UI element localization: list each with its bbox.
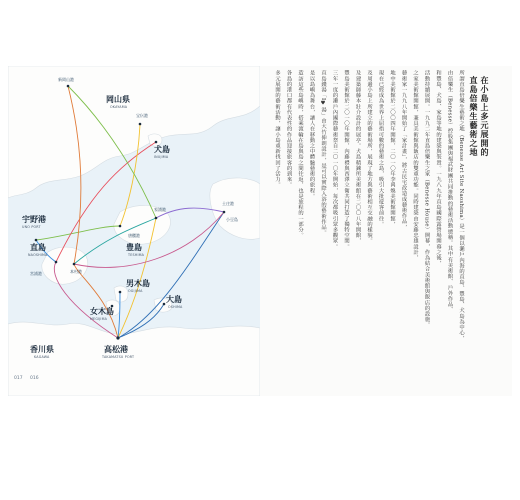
text-column: 三年一度的瀨戶內國際藝術祭自二〇一〇年開始，每次都吸引眾多觀眾。 <box>331 70 338 250</box>
text-column: 多元展開的藝術活動，讓小島重新找回了活力。 <box>274 70 280 188</box>
title-line-1: 在小島上多元展開的 <box>480 76 490 157</box>
text-column: 由倍樂生（Benesse）控股集團與福武財團共同推動的藝術活動總稱。其中有美術館、戶外作品、 <box>446 70 453 313</box>
uno-port-label: 宇野港 <box>22 215 46 224</box>
oshima-label: 大島 <box>166 295 182 304</box>
megijima-label: 女木島 <box>90 307 114 316</box>
takamatsu-romaji: TAKAMATSU PORT <box>102 355 135 359</box>
ogijima-romaji: OGIJIMA <box>128 289 143 293</box>
text-column: 直島錢湯「I♥湯」由大竹伸朗設計，是可以實際入浴的藝術作品。 <box>320 70 326 236</box>
shodoshima-label: 小豆島 <box>226 217 238 222</box>
kagawa-prefecture-label: 香川県 <box>30 345 54 354</box>
ogijima-label: 男木島 <box>126 279 150 288</box>
kagawa-romaji: KAGAWA <box>34 355 50 359</box>
hoden-port-label: 宝伝港 <box>136 113 148 118</box>
naoshima-romaji: NAOSHIMA <box>28 253 48 257</box>
text-column: 現在已經成為世界上屈指可數的藝術之島，吸引大批遊客前往。 <box>377 70 384 227</box>
port-marker <box>55 261 58 264</box>
port-marker <box>119 291 122 294</box>
text-column: 藝術家一九九八年開始了「家計畫」，將古民宅改造成藝術作品， <box>400 70 407 230</box>
title-line-2: 直島倍樂生藝術之地 <box>469 76 479 157</box>
ferry-route-map <box>8 66 260 396</box>
text-column: 和豐島、犬島、家島等地的建築與裝置。一九八九年直島國際露營場開幕之後， <box>435 70 441 266</box>
text-column: 是以島嶼為舞台，讓人在移動之中體驗藝術的旅程。 <box>308 70 315 199</box>
oshima-romaji: OSHIMA <box>168 305 183 309</box>
teshima-label: 豊島 <box>126 243 142 252</box>
port-marker <box>163 303 166 306</box>
tonosho-port-label: 土庄港 <box>222 201 234 206</box>
port-marker <box>119 225 122 228</box>
miyanoura-port-label: 宮浦港 <box>30 271 42 276</box>
page-number-right: 016 <box>30 376 39 381</box>
text-column: 所謂直島倍樂生藝術之地（Benesse Art Site Naoshima）是一個以瀨戶內海的直島、豐島、犬島為中心， <box>458 70 464 342</box>
okayama-romaji: OKAYAMA <box>110 105 128 109</box>
megijima-romaji: MEGIJIMA <box>90 317 108 321</box>
port-marker <box>35 239 38 242</box>
inujima-label: 犬島 <box>154 145 170 154</box>
text-column: 活動持續展開。一九九二年直島倍樂生之家（Benesse House）開幕，作為結合美術館與飯店的設施。 <box>423 70 430 328</box>
text-column: 豐島美術館於二〇一〇年開館，內藤禮與西澤立衛共同打造了獨特空間。 <box>343 70 349 250</box>
port-marker <box>223 211 226 214</box>
ieura-port-label: 家浦港 <box>154 207 166 212</box>
karato-port-label: 唐櫃港 <box>128 233 140 238</box>
uno-romaji: UNO PORT <box>22 225 41 229</box>
inujima-romaji: INUJIMA <box>154 155 169 159</box>
port-marker <box>73 263 76 266</box>
text-column: 地中美術館於二〇〇四年開館，二〇一〇年李禹煥美術館開館， <box>389 70 395 227</box>
page-number-left: 017 <box>14 376 23 381</box>
honmura-port-label: 本村港 <box>70 269 82 274</box>
ogijima-island <box>114 286 128 302</box>
okayama-prefecture-label: 岡山県 <box>106 95 130 104</box>
port-marker <box>67 85 70 88</box>
teshima-romaji: TESHIMA <box>128 253 145 257</box>
text-column: 及建築師藤本壯介設計的展亭。犬島精錬所美術館在二〇〇八年開館， <box>354 70 361 244</box>
port-marker <box>116 336 119 339</box>
naoshima-label: 直島 <box>30 243 46 252</box>
text-column: 之家美術館開館，兼具美術館與飯店的雙重功能。同時建築由安藤忠雄設計， <box>412 70 418 261</box>
port-marker <box>139 123 142 126</box>
article-title <box>468 76 490 157</box>
shin-okayama-port-label: 新岡山港 <box>58 77 74 82</box>
takamatsu-port-label: 高松港 <box>104 345 128 354</box>
port-marker <box>155 141 158 144</box>
text-column: 造訪這些島嶼時，搭乘渡輪在島與島之間往返，也是旅程的一部分。 <box>297 70 303 238</box>
text-column: 及周邊小島上所建立的藝術場所，展現了地方與藝術相互交融的樣貌。 <box>366 70 372 244</box>
port-marker <box>155 217 158 220</box>
article-text <box>266 70 498 370</box>
text-column: 各島的港口都有代表性的作品迎接旅客的到來。 <box>285 70 292 188</box>
